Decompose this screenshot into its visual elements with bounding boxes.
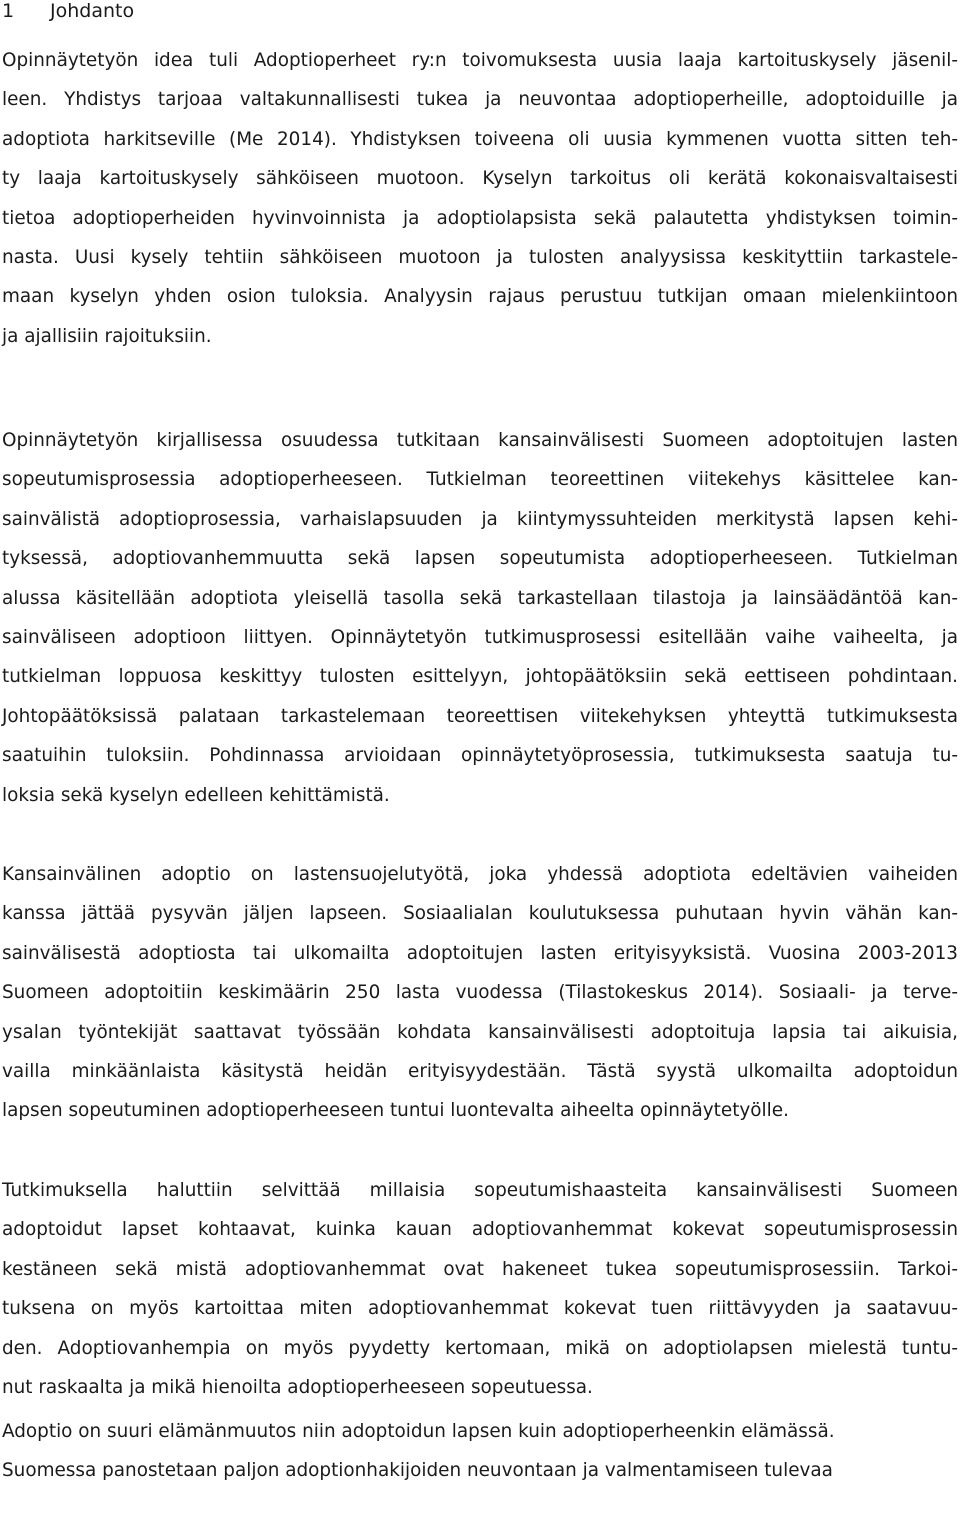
text-line: ysalan työntekijät saattavat työssään kohdata kansainvälisesti adoptoituja lapsia tai aikuisia, bbox=[2, 1021, 958, 1043]
text-line: tuksena on myös kartoittaa miten adoptiovanhemmat kokevat tuen riittävyyden ja saatavuu- bbox=[2, 1298, 958, 1320]
text-line: ja ajallisiin rajoituksiin. bbox=[2, 325, 212, 347]
text-line: sainväliseen adoptioon liittyen. Opinnäytetyön tutkimusprosessi esitellään vaihe vaiheelta, ja bbox=[2, 626, 958, 648]
text-line: Tutkimuksella haluttiin selvittää millaisia sopeutumishaasteita kansainvälisesti Suomeen bbox=[2, 1180, 958, 1201]
text-line: nut raskaalta ja mikä hienoilta adoptioperheeseen sopeutuessa. bbox=[2, 1376, 593, 1398]
text-line: ty laaja kartoituskysely sähköiseen muotoon. Kyselyn tarkoitus oli kerätä kokonaisvaltaisesti bbox=[2, 168, 958, 190]
text-line: sopeutumisprosessia adoptioperheeseen. Tutkielman teoreettinen viitekehys käsittelee kan- bbox=[2, 469, 958, 491]
paragraph bbox=[2, 855, 958, 1131]
chapter-heading bbox=[2, 0, 134, 24]
text-line: Opinnäytetyön idea tuli Adoptioperheet ry:n toivomuksesta uusia laaja kartoituskysely jäsenil- bbox=[2, 50, 958, 71]
paragraph bbox=[2, 421, 958, 815]
text-line: lapsen sopeutuminen adoptioperheeseen tuntui luontevalta aiheelta opinnäytetyölle. bbox=[2, 1100, 789, 1122]
text-line: Kansainvälinen adoptio on lastensuojelutyötä, joka yhdessä adoptiota edeltävien vaiheiden bbox=[2, 864, 958, 885]
text-line: alussa käsitellään adoptiota yleisellä tasolla sekä tarkastellaan tilastoja ja lainsäädäntöä kan- bbox=[2, 587, 958, 609]
paragraph bbox=[2, 1412, 958, 1491]
text-line: saatuihin tuloksiin. Pohdinnassa arvioidaan opinnäytetyöprosessia, tutkimuksesta saatuja tu- bbox=[2, 745, 958, 767]
text-line: nasta. Uusi kysely tehtiin sähköiseen muotoon ja tulosten analyysissa keskityttiin tarkastele- bbox=[2, 246, 958, 268]
text-line: sainvälisestä adoptiosta tai ulkomailta adoptoitujen lasten erityisyyksistä. Vuosina 2003-2013 bbox=[2, 942, 958, 964]
text-line: Suomessa panostetaan paljon adoptionhakijoiden neuvontaan ja valmentamiseen tulevaa bbox=[2, 1460, 833, 1482]
text-line: den. Adoptiovanhempia on myös pyydetty kertomaan, mikä on adoptiolapsen mielestä tuntu- bbox=[2, 1337, 958, 1359]
text-line: leen. Yhdistys tarjoaa valtakunnallisesti tukea ja neuvontaa adoptioperheille, adoptoiduille ja bbox=[2, 89, 958, 111]
chapter-number: 1 bbox=[2, 0, 15, 22]
text-line: kanssa jättää pysyvän jäljen lapseen. Sosiaalialan koulutuksessa puhutaan hyvin vähän kan- bbox=[2, 903, 958, 925]
text-line: sainvälistä adoptioprosessia, varhaislapsuuden ja kiintymyssuhteiden merkitystä lapsen kehi- bbox=[2, 508, 958, 530]
text-line: vailla minkäänlaista käsitystä heidän erityisyydestään. Tästä syystä ulkomailta adoptoidun bbox=[2, 1060, 958, 1082]
text-line: Opinnäytetyön kirjallisessa osuudessa tutkitaan kansainvälisesti Suomeen adoptoitujen lasten bbox=[2, 430, 958, 451]
paragraph bbox=[2, 1171, 958, 1407]
text-line: adoptiota harkitseville (Me 2014). Yhdistyksen toiveena oli uusia kymmenen vuotta sitten teh- bbox=[2, 128, 958, 150]
paragraph bbox=[2, 41, 958, 356]
text-line: Suomeen adoptoitiin keskimäärin 250 lasta vuodessa (Tilastokeskus 2014). Sosiaali- ja terve- bbox=[2, 982, 958, 1004]
chapter-title: Johdanto bbox=[50, 0, 135, 22]
text-line: loksia sekä kyselyn edelleen kehittämistä. bbox=[2, 784, 390, 806]
text-line: tyksessä, adoptiovanhemmuutta sekä lapsen sopeutumista adoptioperheeseen. Tutkielman bbox=[2, 548, 958, 570]
text-line: Adoptio on suuri elämänmuutos niin adoptoidun lapsen kuin adoptioperheenkin elämässä. bbox=[2, 1421, 835, 1442]
text-line: kestäneen sekä mistä adoptiovanhemmat ovat hakeneet tukea sopeutumisprosessiin. Tarkoi- bbox=[2, 1258, 958, 1280]
text-line: tietoa adoptioperheiden hyvinvoinnista ja adoptiolapsista sekä palautetta yhdistyksen toimin- bbox=[2, 207, 958, 229]
text-line: tutkielman loppuosa keskittyy tulosten esittelyyn, johtopäätöksiin sekä eettiseen pohdintaan. bbox=[2, 666, 958, 688]
text-line: maan kyselyn yhden osion tuloksia. Analyysin rajaus perustuu tutkijan omaan mielenkiintoon bbox=[2, 286, 958, 308]
text-line: Johtopäätöksissä palataan tarkastelemaan teoreettisen viitekehyksen yhteyttä tutkimuksesta bbox=[2, 705, 958, 727]
text-line: adoptoidut lapset kohtaavat, kuinka kauan adoptiovanhemmat kokevat sopeutumisprosessin bbox=[2, 1219, 958, 1241]
